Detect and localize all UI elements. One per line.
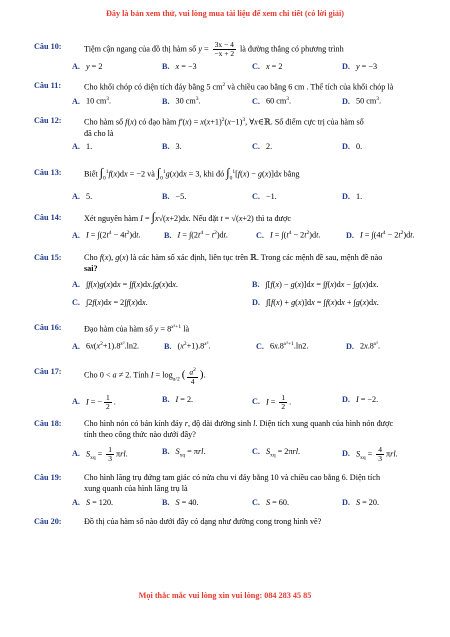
preview-banner: Đây là bản xem thử, vui lòng mua tài liệu để xem chi tiết (có lời giải)	[105, 9, 344, 18]
question-stem: Tiệm cận ngang của đồ thị hàm số y = $\frac{3x - 4}{-x + 2}$ là đường thẳng có phương trình	[84, 40, 344, 58]
question-stem: Cho hình nón có bán kính đáy r, độ dài đường sinh l. Diện tích xung quanh của hình nón được tính theo công thức nào dưới đây?	[84, 419, 394, 439]
option-d[interactable]: D. I = −2.	[342, 395, 379, 404]
option-a[interactable]: A. I = − $\frac{1}{2}$ .	[72, 393, 116, 411]
option-d[interactable]: D. $S_{xq}$ = $\frac{4}{3}$ πrl.	[342, 445, 398, 463]
option-b[interactable]: B. $I = \int(2t^4 - t^2)dt$.	[164, 230, 228, 240]
option-c[interactable]: C. −1.	[252, 192, 277, 201]
option-c[interactable]: C. $S_{xq} = 2\pi rl$.	[252, 447, 301, 459]
option-d[interactable]: D. y = −3	[342, 62, 378, 71]
question-label: Câu 20:	[34, 517, 62, 526]
question-label: Câu 11:	[34, 81, 62, 90]
question-label: Câu 12:	[34, 116, 62, 125]
question-stem: Cho hình lăng trụ đứng tam giác có nửa chu vi đáy bằng 10 và chiều cao bằng 6. Diện tích xung quanh của hình lăng trụ là	[84, 473, 381, 493]
option-d[interactable]: D. ∫[f(x) + g(x)]dx = ∫f(x)dx + ∫g(x)dx.	[252, 298, 379, 307]
option-c[interactable]: C. I = $\frac{1}{2}$ .	[252, 393, 292, 411]
option-c[interactable]: C. $I = \int(t^4 - 2t^2)dt$.	[256, 230, 321, 240]
question-stem: Cho hàm số f(x) có đạo hàm $f'(x) = x(x+1)^2(x-1)^3$, ∀x∈ℝ. Số điểm cực trị của hàm số đã cho là	[84, 117, 364, 138]
option-a[interactable]: A. ∫f(x)g(x)dx = ∫f(x)dx.∫g(x)dx.	[72, 280, 178, 289]
question-label: Câu 19:	[34, 473, 62, 482]
option-c[interactable]: C. 2.	[252, 142, 273, 151]
option-b[interactable]: B. S = 40.	[162, 498, 199, 507]
option-a[interactable]: A. y = 2	[72, 62, 103, 71]
option-b[interactable]: B. I = 2.	[162, 395, 194, 404]
option-a[interactable]: A. S = 120.	[72, 498, 114, 507]
option-a[interactable]: A. 5.	[72, 192, 93, 201]
option-c[interactable]: C. ∫2f(x)dx = 2∫f(x)dx.	[72, 298, 148, 307]
question-stem: Cho f(x), g(x) là các hàm số xác định, liên tục trên ℝ. Trong các mệnh đề sau, mệnh đề nào sai?	[84, 253, 383, 273]
option-c[interactable]: C. x = 2	[252, 62, 283, 71]
option-c[interactable]: C. 60 $cm^3$.	[252, 96, 292, 106]
question-stem: Cho khối chóp có diện tích đáy bằng 5 $cm^2$ và chiều cao bằng 6 cm . Thể tích của khối chóp là	[84, 82, 394, 92]
option-b[interactable]: B. $S_{xq} = \pi rl$.	[162, 447, 206, 459]
question-stem: Cho 0 < a ≠ 2. Tính $I = \log_{a/2}$ ( $\frac{a^2}{4}$ ).	[84, 367, 206, 386]
question-label: Câu 17:	[34, 367, 62, 376]
option-d[interactable]: D. $2x.8^{x^2}$.	[346, 341, 380, 351]
question-stem: Biết $\int_0^1f(x)dx = -2$ và $\int_0^1g(x)dx = 3$, khi đó $\int_0^1[f(x) - g(x)]dx$ bằng	[84, 165, 300, 182]
option-a[interactable]: A. 10 $cm^3$.	[72, 96, 112, 106]
option-d[interactable]: D. S = 20.	[342, 498, 380, 507]
option-d[interactable]: D. $I = \int(4t^4 - 2t^2)dt$.	[346, 230, 415, 240]
option-a[interactable]: A. $I = \int(2t^4 - 4t^2)dt$.	[72, 230, 141, 240]
option-d[interactable]: D. 1.	[342, 192, 363, 201]
contact-footer: Mọi thắc mắc vui lòng xin vui lòng: 084 283 45 85	[138, 591, 312, 600]
option-a[interactable]: A. $S_{xq}$ = $\frac{1}{3}$ πrl.	[72, 445, 128, 463]
question-stem: Đạo hàm của hàm số $y = 8^{x^2+1}$ là	[84, 324, 190, 334]
option-b[interactable]: B. 30 $cm^3$.	[162, 96, 201, 106]
option-b[interactable]: B. 3.	[162, 142, 182, 151]
question-label: Câu 16:	[34, 323, 62, 332]
option-b[interactable]: B. x = −3	[162, 62, 197, 71]
option-a[interactable]: A. $6x(x^2+1).8^{x^2}.\ln 2$.	[72, 341, 140, 351]
question-label: Câu 10:	[34, 42, 62, 51]
option-d[interactable]: D. 50 $cm^3$.	[342, 96, 382, 106]
question-label: Câu 15:	[34, 253, 62, 262]
question-stem: Đồ thị của hàm số nào dưới đây có dạng như đường cong trong hình vẽ?	[84, 517, 322, 526]
option-c[interactable]: C. $6x.8^{x^2+1}.\ln 2$.	[256, 341, 309, 351]
question-label: Câu 13:	[34, 168, 62, 177]
option-b[interactable]: B. ∫[f(x) − g(x)]dx = ∫f(x)dx − ∫g(x)dx.	[252, 280, 379, 289]
option-b[interactable]: B. −5.	[162, 192, 187, 201]
option-b[interactable]: B. $(x^2+1).8^{x^2}$.	[164, 341, 211, 351]
option-c[interactable]: C. S = 60.	[252, 498, 290, 507]
option-a[interactable]: A. 1.	[72, 142, 93, 151]
question-label: Câu 18:	[34, 419, 62, 428]
question-label: Câu 14:	[34, 213, 62, 222]
question-stem: Xét nguyên hàm I = ∫x√(x+2)dx. Nếu đặt t = √(x+2) thì ta được	[84, 210, 291, 224]
option-d[interactable]: D. 0.	[342, 142, 363, 151]
